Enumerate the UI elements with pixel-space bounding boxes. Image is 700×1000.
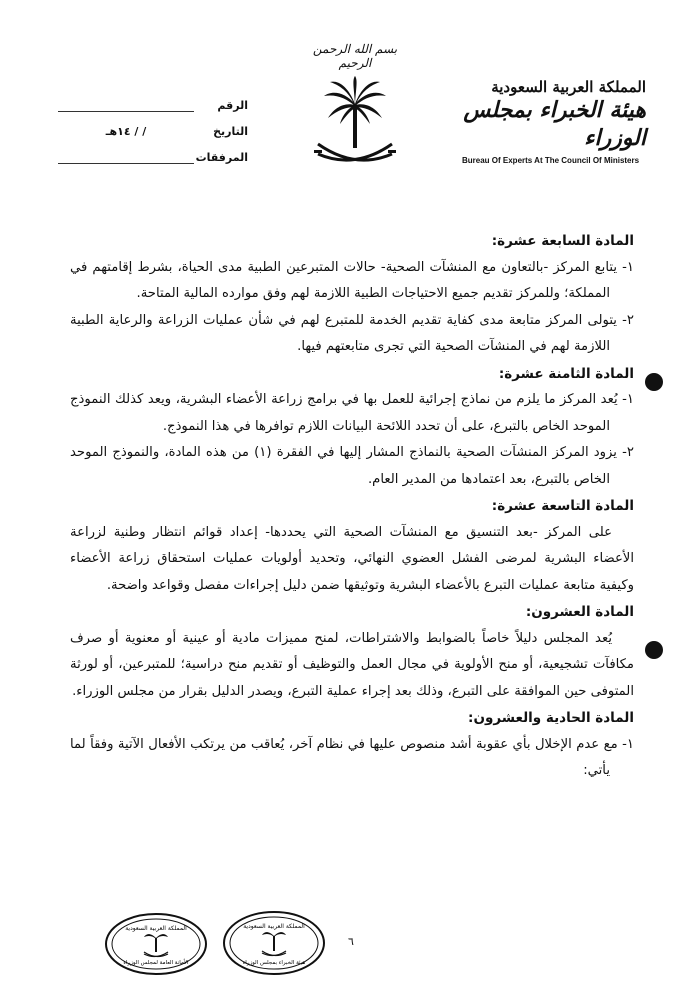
article-21-heading: المادة الحادية والعشرون: [468,710,634,726]
article-19-heading: المادة التاسعة عشرة: [491,498,634,514]
page-number: ٦ [348,935,354,948]
date-row [58,112,248,138]
stamp-right-emblem [262,932,286,955]
stamp-left-text: المملكة العربية السعودية [125,925,187,932]
reference-fields [58,86,248,164]
punch-hole-top [645,373,663,391]
article-19-text: على المركز -بعد التنسيق مع المنشآت الصحية التي يحددها- إعداد قوائم انتظار وطنية لزراعة الأعضاء البشرية لمرضى الفشل العضوي النهائي، وتحديد أولويات عمليات استحقاق زراعة الأعضاء وكيفية متابعة عمليات التبرع بالأعضاء البشرية وتوثيقها ضمن دليل إجراءات مفصل وقواعد واضحة. [70,524,634,593]
stamp-left-subtext: الأمانة العامة لمجلس الوزراء [123,960,189,966]
reference-number-value [58,99,194,112]
basmala: بسم الله الرحمن الرحيم [312,42,398,70]
stamp-right-subtext: هيئة الخبراء بمجلس الوزراء [242,960,306,966]
attachments-row [58,138,248,164]
letterhead-emblem [300,42,410,178]
date-value: / / ١٤هـ [105,125,147,138]
article-18-heading: المادة الثامنة عشرة: [498,365,634,382]
agency-name: هيئة الخبراء بمجلس الوزراء [463,97,646,151]
stamp-left-icon [104,912,208,976]
article-17-item-1: ١- يتابع المركز -بالتعاون مع المنشآت الصحية- حالات المتبرعين الطبية مدى الحياة، بشرط إقامتهم في المملكة؛ وللمركز تقديم جميع الاحتياجات الطبية اللازمة لهم وفق موارده المالية المتاحة. [70,259,634,301]
document-body [70,228,634,785]
date-label: التاريخ [213,125,248,138]
article-17-item-2: ٢- يتولى المركز متابعة مدى كفاية تقديم الخدمة للمتبرع لهم في شأن عمليات الزراعة والرعاية الطبية اللازمة لهم في المنشآت الصحية التي تجرى متابعتهم فيها. [70,312,634,354]
letterhead-agency [456,78,646,165]
reference-number-row [58,86,248,112]
attachments-label: المرفقات [195,151,248,164]
article-20-text: يُعد المجلس دليلاً خاصاً بالضوابط والاشتراطات، لمنح مميزات مادية أو عينية أو معنوية أو صرف مكافآت تشجيعية، أو منح الأولوية في مجال العمل والتوظيف أو تقديم منح دراسية؛ للمتبرعين، أو لورثة المتوفى حين الموافقة على التبرع، وذلك بعد إجراء عملية التبرع، ويصدر الدليل بقرار من مجلس الوزراء. [70,630,634,699]
article-21-item-1: ١- مع عدم الإخلال بأي عقوبة أشد منصوص عليها في نظام آخر، يُعاقب من يرتكب الأفعال الآتية وفقاً لما يأتي: [70,736,634,778]
stamp-right-icon [222,910,326,976]
article-18-item-1: ١- يُعد المركز ما يلزم من نماذج إجرائية للعمل بها في برامج زراعة الأعضاء البشرية، ويعد كذلك النموذج الموحد الخاص بالتبرع، على أن تحدد اللائحة البيانات اللازم توافرها في هذا النموذج. [70,392,634,434]
agency-name-english: Bureau Of Experts At The Council Of Ministers [462,156,640,165]
punch-hole-bottom [645,641,663,659]
stamp-right-text: المملكة العربية السعودية [243,923,305,930]
country-name: المملكة العربية السعودية [491,78,646,96]
stamp-left-emblem [144,934,168,956]
reference-number-label: الرقم [217,99,248,112]
attachments-value [58,151,194,164]
article-20-heading: المادة العشرون: [525,604,634,620]
palm-swords-emblem-icon [310,74,400,174]
article-18-item-2: ٢- يزود المركز المنشآت الصحية بالنماذج المشار إليها في الفقرة (١) من هذه المادة، والنموذج الموحد الخاص بالتبرع، بعد اعتمادها من المدير العام. [70,445,634,487]
article-17-heading: المادة السابعة عشرة: [491,233,634,249]
